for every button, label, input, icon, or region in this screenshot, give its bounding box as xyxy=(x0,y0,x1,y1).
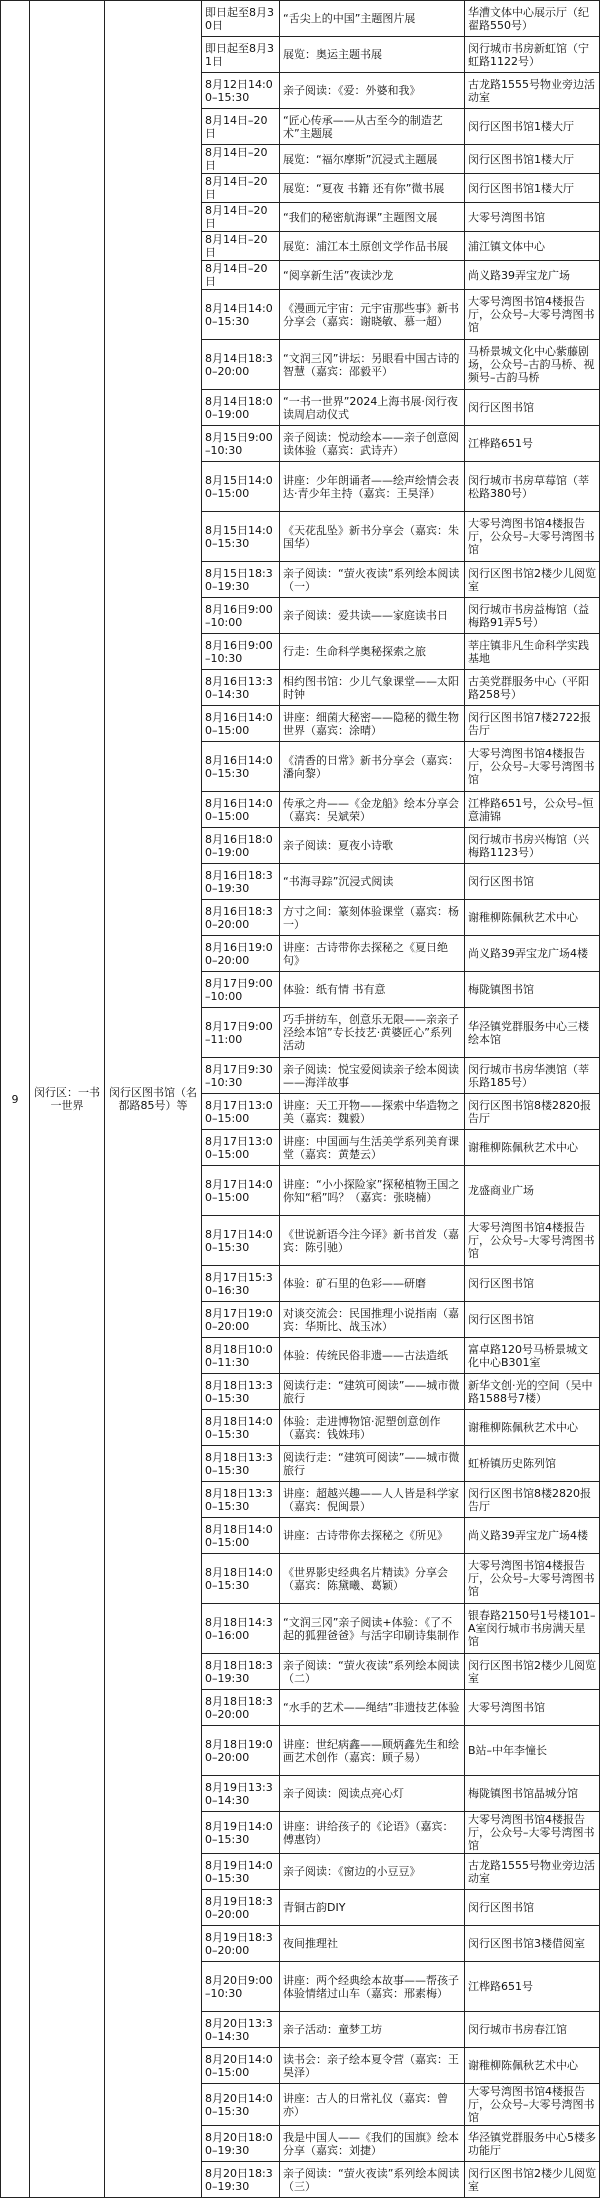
activity-cell: “书海寻踪”沉浸式阅读 xyxy=(280,864,465,900)
location-cell: 闵行城市书房草莓馆（莘松路380号） xyxy=(465,462,600,512)
date-time-cell: 8月15日18:30–19:30 xyxy=(202,562,280,598)
date-time-cell: 8月17日9:00–10:00 xyxy=(202,972,280,1008)
date-time-cell: 8月19日13:30–14:30 xyxy=(202,1776,280,1812)
date-time-cell: 8月18日13:30–15:30 xyxy=(202,1446,280,1482)
date-time-cell: 8月18日14:00–15:30 xyxy=(202,1410,280,1446)
activity-cell: 阅读行走：“建筑可阅读”——城市微旅行 xyxy=(280,1374,465,1410)
district-cell: 闵行区：一书一世界 xyxy=(30,1,105,2198)
activity-cell: 阅读行走：“建筑可阅读”——城市微旅行 xyxy=(280,1446,465,1482)
activity-cell: 亲子阅读：爱共读——家庭读书日 xyxy=(280,598,465,634)
date-time-cell: 8月20日9:00–10:30 xyxy=(202,1962,280,2012)
location-cell: 龙盛商业广场 xyxy=(465,1166,600,1216)
location-cell: 银春路2150号1号楼101–A室闵行城市书房满天星馆 xyxy=(465,1604,600,1654)
date-time-cell: 8月17日14:00–15:00 xyxy=(202,1166,280,1216)
activity-cell: 《漫画元宇宙：元宇宙那些事》新书分享会（嘉宾：谢晓敏、慕一超） xyxy=(280,290,465,340)
date-time-cell: 8月18日19:00–20:00 xyxy=(202,1726,280,1776)
location-cell: 闵行城市书房兴梅馆（兴梅路1123号） xyxy=(465,828,600,864)
location-cell: 大零号湾图书馆4楼报告厅，公众号–大零号湾图书馆 xyxy=(465,2084,600,2126)
location-cell: 大零号湾图书馆 xyxy=(465,1690,600,1726)
location-cell: 新华文创·光的空间（吴中路1588号7楼） xyxy=(465,1374,600,1410)
activity-cell: 方寸之间：篆刻体验课堂（嘉宾：杨一） xyxy=(280,900,465,936)
activity-cell: 亲子阅读：《窗边的小豆豆》 xyxy=(280,1854,465,1890)
activity-cell: 传承之舟——《金龙船》绘本分享会（嘉宾：吴斌荣） xyxy=(280,792,465,828)
date-time-cell: 8月16日9:00–10:30 xyxy=(202,634,280,670)
date-time-cell: 8月16日19:00–20:00 xyxy=(202,936,280,972)
location-cell: 闵行城市书房华澳馆（莘乐路185号） xyxy=(465,1058,600,1094)
activity-cell: 讲座：古诗带你去探秘之《夏日绝句》 xyxy=(280,936,465,972)
location-cell: 闵行区图书馆2楼少儿阅览室 xyxy=(465,2162,600,2198)
date-time-cell: 8月15日14:00–15:00 xyxy=(202,462,280,512)
activity-cell: 亲子阅读：悦动绘本——亲子创意阅读体验（嘉宾：武诗卉） xyxy=(280,426,465,462)
date-time-cell: 8月17日15:30–16:30 xyxy=(202,1266,280,1302)
activity-cell: 《清香的日常》新书分享会（嘉宾：潘向黎） xyxy=(280,742,465,792)
location-cell: 梅陇镇图书馆 xyxy=(465,972,600,1008)
activity-cell: 体验：纸有情 书有意 xyxy=(280,972,465,1008)
location-cell: 梅陇镇图书馆晶城分馆 xyxy=(465,1776,600,1812)
location-cell: 华漕文体中心展示厅（纪翟路550号） xyxy=(465,1,600,37)
location-cell: 尚义路39弄宝龙广场 xyxy=(465,261,600,290)
date-time-cell: 即日起至8月30日 xyxy=(202,1,280,37)
date-time-cell: 8月14日–20日 xyxy=(202,145,280,174)
row-number-cell: 9 xyxy=(1,1,30,2198)
activity-cell: 讲座：两个经典绘本故事——帮孩子体验情绪过山车（嘉宾：邢素梅） xyxy=(280,1962,465,2012)
date-time-cell: 8月16日14:00–15:30 xyxy=(202,742,280,792)
location-cell: 江桦路651号，公众号–恒意浦锦 xyxy=(465,792,600,828)
date-time-cell: 8月16日14:00–15:00 xyxy=(202,706,280,742)
table-row xyxy=(1,1,600,37)
date-time-cell: 8月15日9:00–10:30 xyxy=(202,426,280,462)
location-cell: 尚义路39弄宝龙广场4楼 xyxy=(465,1518,600,1554)
activity-cell: 青铜古韵DIY xyxy=(280,1890,465,1926)
activity-cell: 相约图书馆：少儿气象课堂——太阳时钟 xyxy=(280,670,465,706)
activity-cell: 讲座：世纪病鑫——顾炳鑫先生和绘画艺术创作（嘉宾：顾子易） xyxy=(280,1726,465,1776)
date-time-cell: 8月14日14:00–15:30 xyxy=(202,290,280,340)
date-time-cell: 8月18日18:30–20:00 xyxy=(202,1690,280,1726)
activity-cell: 读书会：亲子绘本夏令营（嘉宾：王昊泽） xyxy=(280,2048,465,2084)
date-time-cell: 8月14日–20日 xyxy=(202,203,280,232)
location-cell: 尚义路39弄宝龙广场4楼 xyxy=(465,936,600,972)
date-time-cell: 8月12日14:00–15:30 xyxy=(202,73,280,109)
activity-cell: “匠心传承——从古至今的制造艺术”主题展 xyxy=(280,109,465,145)
date-time-cell: 8月19日18:30–20:00 xyxy=(202,1926,280,1962)
date-time-cell: 8月17日9:00–11:00 xyxy=(202,1008,280,1058)
date-time-cell: 8月19日14:00–15:30 xyxy=(202,1812,280,1854)
date-time-cell: 8月20日18:00–19:30 xyxy=(202,2126,280,2162)
date-time-cell: 8月18日14:00–15:30 xyxy=(202,1554,280,1604)
location-cell: 虹桥镇历史陈列馆 xyxy=(465,1446,600,1482)
date-time-cell: 8月14日–20日 xyxy=(202,261,280,290)
location-cell: 闵行区图书馆1楼大厅 xyxy=(465,109,600,145)
date-time-cell: 8月17日9:30–10:30 xyxy=(202,1058,280,1094)
location-cell: 闵行区图书馆1楼大厅 xyxy=(465,174,600,203)
location-cell: 江桦路651号 xyxy=(465,1962,600,2012)
date-time-cell: 8月16日18:00–19:00 xyxy=(202,828,280,864)
activity-cell: 展览：“夏夜 书籍 还有你”微书展 xyxy=(280,174,465,203)
activity-cell: “我们的秘密航海课”主题图文展 xyxy=(280,203,465,232)
location-cell: 闵行区图书馆7楼2722报告厅 xyxy=(465,706,600,742)
date-time-cell: 8月16日9:00–10:00 xyxy=(202,598,280,634)
activity-cell: 夜间推理社 xyxy=(280,1926,465,1962)
activity-cell: 亲子阅读：阅读点亮心灯 xyxy=(280,1776,465,1812)
activity-cell: 《天花乱坠》新书分享会（嘉宾：朱国华） xyxy=(280,512,465,562)
activity-cell: 体验：矿石里的色彩——研磨 xyxy=(280,1266,465,1302)
date-time-cell: 8月14日18:00–19:00 xyxy=(202,390,280,426)
date-time-cell: 8月18日13:30–15:30 xyxy=(202,1482,280,1518)
location-cell: 马桥景城文化中心紫藤剧场，公众号–古韵马桥、视频号–古韵马桥 xyxy=(465,340,600,390)
activity-cell: 亲子阅读：“萤火夜读”系列绘本阅读（二） xyxy=(280,1654,465,1690)
activity-cell: 《世说新语今注今译》新书首发（嘉宾：陈引驰） xyxy=(280,1216,465,1266)
location-cell: 大零号湾图书馆4楼报告厅，公众号–大零号湾图书馆 xyxy=(465,742,600,792)
location-cell: 闵行区图书馆2楼少儿阅览室 xyxy=(465,562,600,598)
date-time-cell: 8月14日–20日 xyxy=(202,232,280,261)
location-cell: 大零号湾图书馆 xyxy=(465,203,600,232)
location-cell: 古美党群服务中心（平阳路258号） xyxy=(465,670,600,706)
activity-cell: 亲子阅读：“萤火夜读”系列绘本阅读（一） xyxy=(280,562,465,598)
activity-cell: 讲座：古诗带你去探秘之《所见》 xyxy=(280,1518,465,1554)
location-cell: 大零号湾图书馆4楼报告厅，公众号–大零号湾图书馆 xyxy=(465,1554,600,1604)
date-time-cell: 8月20日14:00–15:00 xyxy=(202,2048,280,2084)
location-cell: B站–中年李憧长 xyxy=(465,1726,600,1776)
location-cell: 闵行区图书馆 xyxy=(465,1890,600,1926)
location-cell: 闵行城市书房益梅馆（益梅路91弄5号） xyxy=(465,598,600,634)
activity-cell: 亲子阅读：悦宝爱阅读亲子绘本阅读——海洋故事 xyxy=(280,1058,465,1094)
date-time-cell: 8月16日13:30–14:30 xyxy=(202,670,280,706)
date-time-cell: 8月17日19:00–20:00 xyxy=(202,1302,280,1338)
activity-cell: 展览：“福尔摩斯”沉浸式主题展 xyxy=(280,145,465,174)
activity-cell: “舌尖上的中国”主题图片展 xyxy=(280,1,465,37)
location-cell: 闵行区图书馆1楼大厅 xyxy=(465,145,600,174)
activity-cell: “文润三冈”亲子阅读+体验：《了不起的狐狸爸爸》与活字印刷诗集制作 xyxy=(280,1604,465,1654)
location-cell: 闵行区图书馆8楼2820报告厅 xyxy=(465,1094,600,1130)
location-cell: 大零号湾图书馆4楼报告厅，公众号–大零号湾图书馆 xyxy=(465,1216,600,1266)
date-time-cell: 8月16日18:30–19:30 xyxy=(202,864,280,900)
activity-cell: 讲座：少年朗诵者——绘声绘情会表达·青少年主持（嘉宾：王昊泽） xyxy=(280,462,465,512)
date-time-cell: 8月15日14:00–15:30 xyxy=(202,512,280,562)
location-cell: 华泾镇党群服务中心三楼绘本馆 xyxy=(465,1008,600,1058)
activity-cell: “文润三冈”讲坛：另眼看中国古诗的智慧（嘉宾：邵毅平） xyxy=(280,340,465,390)
activity-cell: 讲座：细菌大秘密——隐秘的微生物世界（嘉宾：涂晴） xyxy=(280,706,465,742)
date-time-cell: 8月18日18:30–19:30 xyxy=(202,1654,280,1690)
date-time-cell: 即日起至8月31日 xyxy=(202,37,280,73)
activity-cell: 讲座：天工开物——探索中华造物之美（嘉宾：魏毅） xyxy=(280,1094,465,1130)
location-cell: 华泾镇党群服务中心5楼多功能厅 xyxy=(465,2126,600,2162)
activity-cell: 《世界影史经典名片精读》分享会（嘉宾：陈黛曦、葛颖） xyxy=(280,1554,465,1604)
date-time-cell: 8月20日18:30–19:30 xyxy=(202,2162,280,2198)
activity-cell: 亲子活动：童梦工坊 xyxy=(280,2012,465,2048)
location-cell: 谢稚柳陈佩秋艺术中心 xyxy=(465,1410,600,1446)
activity-cell: 行走：生命科学奥秘探索之旅 xyxy=(280,634,465,670)
date-time-cell: 8月19日18:30–20:00 xyxy=(202,1890,280,1926)
location-cell: 大零号湾图书馆4楼报告厅，公众号–大零号湾图书馆 xyxy=(465,290,600,340)
date-time-cell: 8月16日14:00–15:00 xyxy=(202,792,280,828)
activity-cell: 体验：传统民俗非遗——古法造纸 xyxy=(280,1338,465,1374)
date-time-cell: 8月20日14:00–15:30 xyxy=(202,2084,280,2126)
activity-cell: 展览：浦江本土原创文学作品书展 xyxy=(280,232,465,261)
date-time-cell: 8月18日14:00–15:00 xyxy=(202,1518,280,1554)
date-time-cell: 8月14日–20日 xyxy=(202,109,280,145)
activity-cell: 展览：奥运主题书展 xyxy=(280,37,465,73)
location-cell: 谢稚柳陈佩秋艺术中心 xyxy=(465,1130,600,1166)
activity-cell: 巧手拼纺车，创意乐无限——亲亲子泾绘本馆”专长技艺·黄婆匠心”系列活动 xyxy=(280,1008,465,1058)
activity-cell: 讲座：讲给孩子的《论语》（嘉宾：傅惠钧） xyxy=(280,1812,465,1854)
date-time-cell: 8月17日13:00–15:00 xyxy=(202,1130,280,1166)
activity-cell: “一书一世界”2024上海书展·闵行夜读周启动仪式 xyxy=(280,390,465,426)
activity-cell: 对谈交流会：民国推理小说指南（嘉宾：华斯比、战玉冰） xyxy=(280,1302,465,1338)
venue-cell: 闵行区图书馆（名都路85号）等 xyxy=(105,1,202,2198)
activity-cell: 讲座：超越兴趣——人人皆是科学家（嘉宾：倪闽景） xyxy=(280,1482,465,1518)
date-time-cell: 8月16日18:30–20:00 xyxy=(202,900,280,936)
activity-cell: 讲座：“小小探险家”探秘植物王国之你知“稻”吗？（嘉宾：张晓楠） xyxy=(280,1166,465,1216)
activity-cell: 亲子阅读：夏夜小诗歌 xyxy=(280,828,465,864)
location-cell: 谢稚柳陈佩秋艺术中心 xyxy=(465,2048,600,2084)
activity-cell: 讲座：中国画与生活美学系列美育课堂（嘉宾：黄楚云） xyxy=(280,1130,465,1166)
activity-cell: 体验：走进博物馆·泥塑创意创作（嘉宾：钱姝玮） xyxy=(280,1410,465,1446)
activity-cell: 我是中国人——《我们的国旗》绘本分享（嘉宾：刘捷） xyxy=(280,2126,465,2162)
location-cell: 闵行区图书馆 xyxy=(465,1302,600,1338)
date-time-cell: 8月14日18:30–20:00 xyxy=(202,340,280,390)
date-time-cell: 8月18日14:30–16:00 xyxy=(202,1604,280,1654)
activity-cell: 讲座：古人的日常礼仪（嘉宾：曾亦） xyxy=(280,2084,465,2126)
date-time-cell: 8月19日14:00–15:30 xyxy=(202,1854,280,1890)
date-time-cell: 8月17日14:00–15:30 xyxy=(202,1216,280,1266)
location-cell: 莘庄镇非凡生命科学实践基地 xyxy=(465,634,600,670)
location-cell: 富卓路120号马桥景城文化中心B301室 xyxy=(465,1338,600,1374)
activity-cell: “阅享新生活”夜读沙龙 xyxy=(280,261,465,290)
location-cell: 闵行区图书馆2楼少儿阅览室 xyxy=(465,1654,600,1690)
location-cell: 闵行城市书房新虹馆（宁虹路1122号） xyxy=(465,37,600,73)
location-cell: 闵行城市书房春江馆 xyxy=(465,2012,600,2048)
location-cell: 古龙路1555号物业旁边活动室 xyxy=(465,73,600,109)
activity-cell: 亲子阅读：《爱：外婆和我》 xyxy=(280,73,465,109)
date-time-cell: 8月18日13:30–15:30 xyxy=(202,1374,280,1410)
location-cell: 闵行区图书馆 xyxy=(465,1266,600,1302)
location-cell: 闵行区图书馆3楼借阅室 xyxy=(465,1926,600,1962)
location-cell: 闵行区图书馆8楼2820报告厅 xyxy=(465,1482,600,1518)
schedule-table-body xyxy=(1,1,600,2198)
date-time-cell: 8月18日10:00–11:30 xyxy=(202,1338,280,1374)
activity-cell: “水手的艺术——绳结”非遗技艺体验 xyxy=(280,1690,465,1726)
date-time-cell: 8月14日–20日 xyxy=(202,174,280,203)
location-cell: 闵行区图书馆 xyxy=(465,864,600,900)
location-cell: 大零号湾图书馆4楼报告厅，公众号–大零号湾图书馆 xyxy=(465,1812,600,1854)
activity-cell: 亲子阅读：“萤火夜读”系列绘本阅读（三） xyxy=(280,2162,465,2198)
location-cell: 江桦路651号 xyxy=(465,426,600,462)
location-cell: 古龙路1555号物业旁边活动室 xyxy=(465,1854,600,1890)
location-cell: 浦江镇文体中心 xyxy=(465,232,600,261)
location-cell: 大零号湾图书馆4楼报告厅，公众号–大零号湾图书馆 xyxy=(465,512,600,562)
location-cell: 谢稚柳陈佩秋艺术中心 xyxy=(465,900,600,936)
date-time-cell: 8月20日13:30–14:30 xyxy=(202,2012,280,2048)
date-time-cell: 8月17日13:00–15:00 xyxy=(202,1094,280,1130)
location-cell: 闵行区图书馆 xyxy=(465,390,600,426)
